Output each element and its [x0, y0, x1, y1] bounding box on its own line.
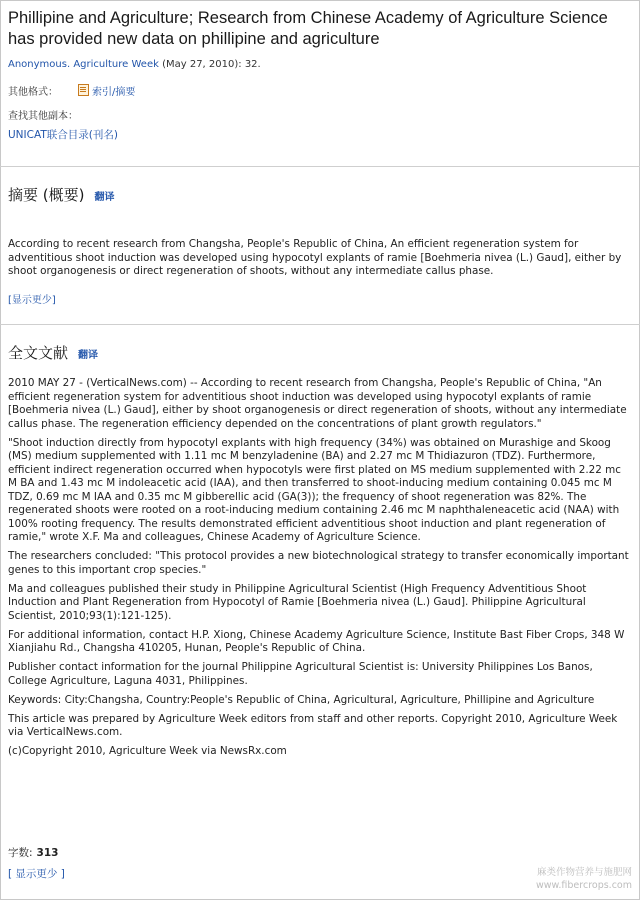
document-icon	[78, 84, 89, 96]
fulltext-translate-link[interactable]: 翻译	[78, 350, 99, 361]
fulltext-paragraph: Publisher contact information for the journal Philippine Agricultural Scientist is: University Philippines Los Banos, College Agriculture, Laguna 4031, Philippines.	[8, 661, 593, 687]
fulltext-paragraph: Ma and colleagues published their study in Philippine Agricultural Scientist (High Frequency Adventitious Shoot Induction and Plant Regeneration from Hypocotyl of Ramie [Boehmeria nivea (L.) Gaud]. Philippine Agricultural Scientist, 2010;93(1):121-125).	[8, 582, 587, 622]
watermark-site-name: 麻类作物营养与施肥网	[536, 867, 632, 878]
citation-abstract-link[interactable]: 索引/摘要	[92, 87, 136, 98]
unicat-link[interactable]: UNICAT联合目录(刊名)	[8, 129, 118, 141]
word-count-value: 313	[36, 847, 59, 859]
abstract-translate-link[interactable]: 翻译	[94, 192, 115, 203]
abstract-text: According to recent research from Changsha, People's Republic of China, An efficient regeneration system for adventitious shoot induction was developed using hypocotyl explants of ramie [Boehmeria nivea (L.) Gaud], either by shoot organogenesis or direct regeneration of shoots, without any intermediate callus phase.	[8, 238, 622, 277]
watermark	[536, 866, 632, 892]
other-formats-label: 其他格式：	[8, 87, 58, 98]
abstract-heading-text: 摘要 (概要)	[8, 186, 85, 204]
other-formats-row	[8, 83, 135, 98]
fulltext-paragraph: "Shoot induction directly from hypocotyl explants with high frequency (34%) was obtained on Murashige and Skoog (MS) medium supplemented with 1.11 mc M benzyladenine (BA) and 2.27 mc M Thidiazuron (TDZ). Furthermore, efficient indirect regeneration occurred when hypocotyls were first plated on MS medium supplemented with 2.22 mc M BA and 1.43 mc M indoleacetic acid (IAA), and then transferred to shoot-inducing medium containing 0.045 mc M TDZ, 0.69 mc M IAA and 0.35 mc M gibberellic acid (GA(3)); the frequency of shoot regeneration was 82%. The regenerated shoots were rooted on a root-inducing medium containing 2.46 mc M naphthaleneacetic acid (NAA) with 100% rooting frequency. The results demonstrated efficient adventitious shoot induction and plant regeneration of ramie," wrote X.F. Ma and colleagues, Chinese Academy of Agriculture Science.	[8, 436, 621, 543]
fulltext-paragraph: The researchers concluded: "This protocol provides a new biotechnological strategy to transfer economically important genes to this important crop species."	[8, 550, 629, 576]
fulltext-paragraph: 2010 MAY 27 - (VerticalNews.com) -- According to recent research from Changsha, People's Republic of China, "An efficient regeneration system for adventitious shoot induction was developed using hypocotyl explants of ramie [Boehmeria nivea (L.) Gaud], either by shoot organogenesis or direct regeneration of shoots, without any intermediate callus phase. The regeneration efficiency depended on the concentrations of plant growth regulators."	[8, 377, 627, 430]
fulltext-body	[8, 377, 632, 764]
section-divider	[0, 166, 640, 167]
fulltext-paragraph: Keywords: City:Changsha, Country:People's Republic of China, Agricultural, Agriculture, Phillipine and Agriculture	[8, 693, 595, 706]
fulltext-paragraph: (c)Copyright 2010, Agriculture Week via NewsRx.com	[8, 745, 287, 757]
fulltext-paragraph: This article was prepared by Agriculture Week editors from staff and other reports. Copyright 2010, Agriculture Week via VerticalNews.com.	[8, 712, 618, 738]
fulltext-heading	[8, 342, 98, 363]
find-copies-label: 查找其他副本：	[8, 111, 78, 122]
abstract-show-less-link[interactable]: [显示更少]	[8, 295, 56, 306]
article-title: Phillipine and Agriculture; Research from Chinese Academy of Agriculture Science has provided new data on phillipine and agriculture	[8, 9, 608, 48]
watermark-url: www.fibercrops.com	[535, 880, 632, 891]
word-count	[8, 845, 58, 860]
fulltext-show-less-link[interactable]: [ 显示更少 ]	[8, 868, 65, 880]
section-divider	[0, 324, 640, 325]
author-link[interactable]: Anonymous. Agriculture Week	[8, 59, 159, 70]
citation	[8, 59, 261, 70]
word-count-label: 字数:	[8, 847, 33, 859]
abstract-heading	[8, 184, 114, 205]
citation-details: (May 27, 2010): 32.	[162, 59, 261, 70]
fulltext-paragraph: For additional information, contact H.P. Xiong, Chinese Academy Agriculture Science, Institute Bast Fiber Crops, 348 W Xianjiahu Rd., Changsha 410205, Hunan, People's Republic of China.	[8, 628, 625, 654]
fulltext-heading-text: 全文文献	[8, 344, 69, 362]
